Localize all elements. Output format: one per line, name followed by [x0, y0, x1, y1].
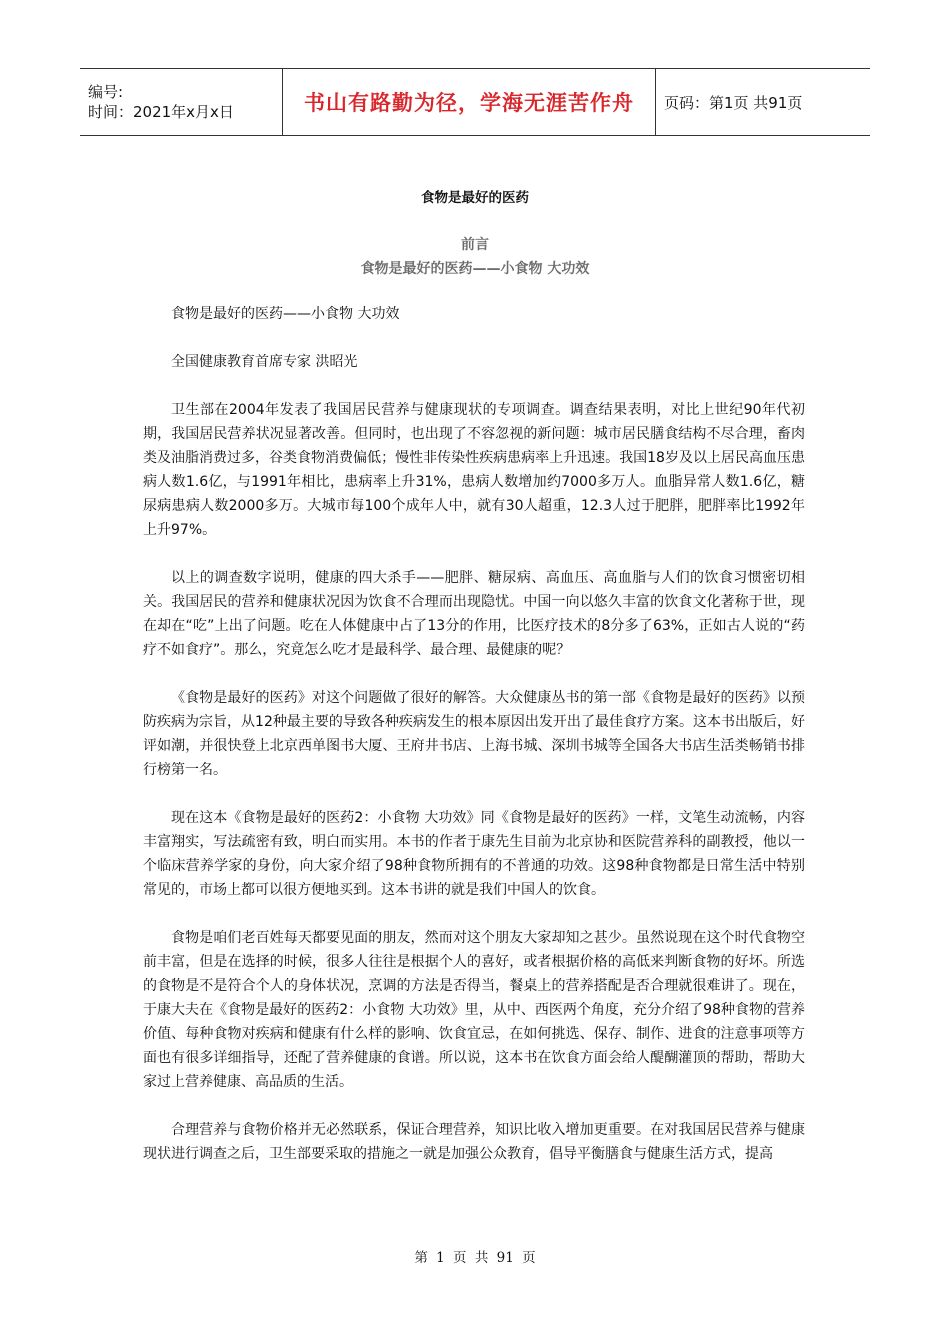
- header-left-cell: [80, 69, 283, 135]
- document-title: 食物是最好的医药: [421, 190, 529, 206]
- paragraph: 食物是咱们老百姓每天都要见面的朋友，然而对这个朋友大家却知之甚少。虽然说现在这个时代食物空前丰富，但是在选择的时候，很多人往往是根据个人的喜好，或者根据价格的高低来判断食物的好坏。所选的食物是不是符合个人的身体状况，烹调的方法是否得当，餐桌上的营养搭配是否合理就很难讲了。现在，于康大夫在《食物是最好的医药2：小食物 大功效》里，从中、西医两个角度，充分介绍了98种食物的营养价值、每种食物对疾病和健康有什么样的影响、饮食宜忌，在如何挑选、保存、制作、进食的注意事项等方面也有很多详细指导，还配了营养健康的食谱。所以说，这本书在饮食方面会给人醍醐灌顶的帮助，帮助大家过上营养健康、高品质的生活。: [143, 930, 805, 1090]
- header-right-cell: [656, 69, 870, 135]
- paragraph: 以上的调查数字说明，健康的四大杀手——肥胖、糖尿病、高血压、高血脂与人们的饮食习惯密切相关。我国居民的营养和健康状况因为饮食不合理而出现隐忧。中国一向以悠久丰富的饮食文化著称于世，现在却在“吃”上出了问题。吃在人体健康中占了13分的作用，比医疗技术的8分多了63%，正如古人说的“药疗不如食疗”。那么，究竟怎么吃才是最科学、最合理、最健康的呢？: [143, 570, 805, 658]
- paragraph: 全国健康教育首席专家 洪昭光: [171, 354, 358, 370]
- paragraph: 现在这本《食物是最好的医药2：小食物 大功效》同《食物是最好的医药》一样，文笔生动流畅，内容丰富翔实，写法疏密有致，明白而实用。本书的作者于康先生目前为北京协和医院营养科的副教授，他以一个临床营养学家的身份，向大家介绍了98种食物所拥有的不普通的功效。这98种食物都是日常生活中特别常见的，市场上都可以很方便地买到。这本书讲的就是我们中国人的饮食。: [143, 810, 805, 898]
- preface-subtitle: 食物是最好的医药——小食物 大功效: [360, 261, 590, 277]
- motto-text: 书山有路勤为径，学海无涯苦作舟: [304, 91, 634, 115]
- header-motto-cell: [283, 69, 656, 135]
- preface-heading: 前言: [461, 237, 489, 253]
- paragraph: 合理营养与食物价格并无必然联系，保证合理营养，知识比收入增加更重要。在对我国居民营养与健康现状进行调查之后，卫生部要采取的措施之一就是加强公众教育，倡导平衡膳食与健康生活方式，提高: [143, 1122, 805, 1162]
- page-info: 页码：第1页 共91页: [664, 93, 803, 112]
- date-line: 时间：2021年x月x日: [88, 103, 234, 121]
- paragraph: 食物是最好的医药——小食物 大功效: [171, 306, 400, 322]
- code-label: 编号:: [88, 83, 124, 101]
- page-footer: 第 1 页 共 91 页: [414, 1250, 536, 1266]
- body-text: [143, 302, 805, 1190]
- paragraph: 《食物是最好的医药》对这个问题做了很好的解答。大众健康丛书的第一部《食物是最好的医药》以预防疾病为宗旨，从12种最主要的导致各种疾病发生的根本原因出发开出了最佳食疗方案。这本书出版后，好评如潮，并很快登上北京西单图书大厦、王府井书店、上海书城、深圳书城等全国各大书店生活类畅销书排行榜第一名。: [143, 690, 805, 778]
- page-header: [80, 68, 870, 136]
- paragraph: 卫生部在2004年发表了我国居民营养与健康现状的专项调查。调查结果表明，对比上世纪90年代初期，我国居民营养状况显著改善。但同时，也出现了不容忽视的新问题：城市居民膳食结构不尽合理，畜肉类及油脂消费过多，谷类食物消费偏低；慢性非传染性疾病患病率上升迅速。我国18岁及以上居民高血压患病人数1.6亿，与1991年相比，患病率上升31%，患病人数增加约7000多万人。血脂异常人数1.6亿，糖尿病患病人数2000多万。大城市每100个成年人中，就有30人超重，12.3人过于肥胖，肥胖率比1992年上升97%。: [143, 402, 805, 538]
